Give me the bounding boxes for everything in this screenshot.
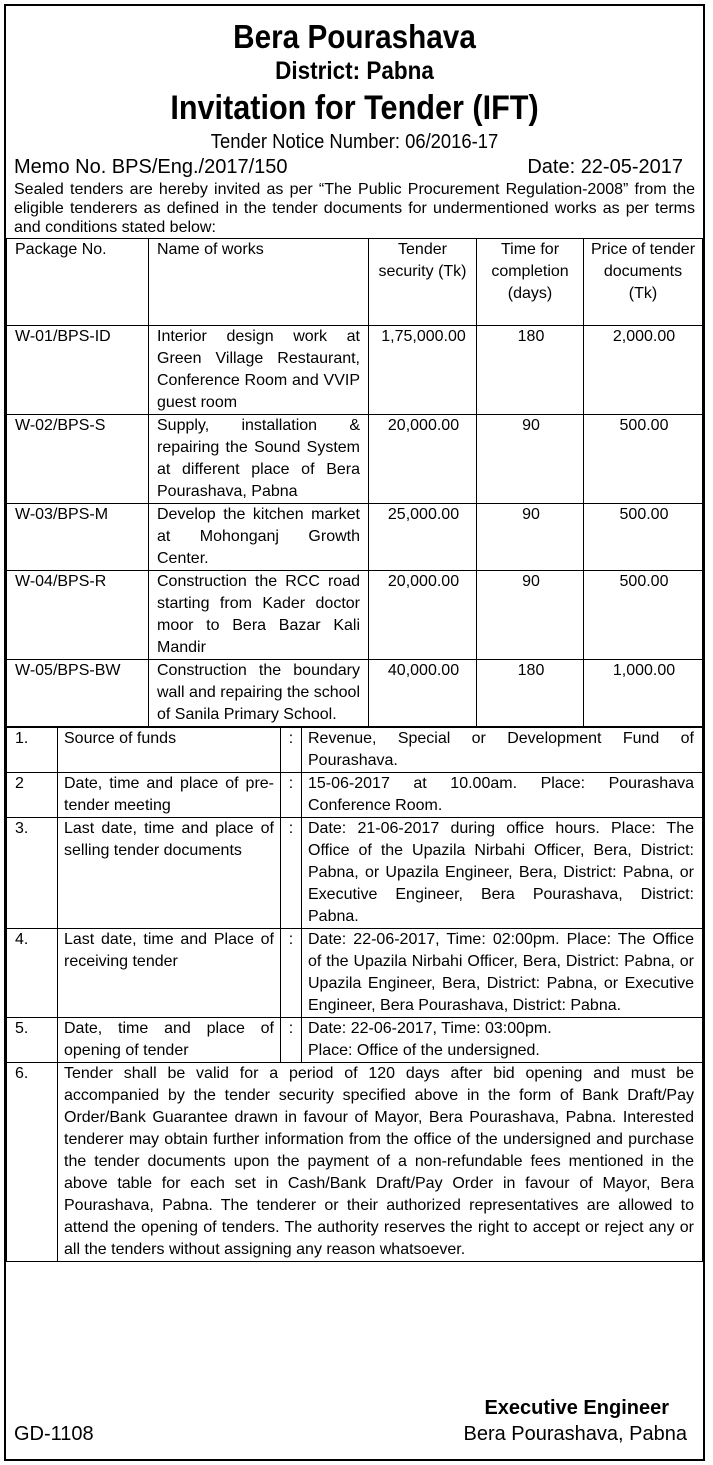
condition-text: Tender shall be valid for a period of 120 days after bid opening and must be accompanied by the tender security specified above in the form of Bank Draft/Pay Order/Bank Guarantee drawn in favour of Mayor, Bera Pourashava, Pabna. Interested tenderer may obtain further information from the office of the undersigned and purchase the tender documents upon the payment of a non-refundable fees mentioned in the above table for each set in Cash/Bank Draft/Pay Order in favour of Mayor, Bera Pourashava, Pabna. The tenderer or their authorized representatives are allowed to attend the opening of tenders. The authority reserves the right to accept or reject any or all the tenders without assigning any reason whatsoever. (58, 1063, 703, 1262)
condition-row (7, 818, 703, 929)
header-name-of-works: Name of works (149, 239, 369, 326)
condition-value: Date: 22-06-2017, Time: 02:00pm. Place: The Office of the Upazila Nirbahi Officer, Bera, District: Pabna, or Upazila Engineer, Bera, District: Pabna, or Executive Engineer, Bera Pourashava, District: Pabna. (302, 929, 703, 1018)
district-name: District: Pabna (275, 57, 434, 85)
intro-paragraph: Sealed tenders are hereby invited as per “The Public Procurement Regulation-2008” from the eligible tenderers as defined in the tender documents for undermentioned works as per terms and conditions stated below: (14, 181, 695, 236)
header-tender-security: Tender security (Tk) (369, 239, 477, 326)
condition-value: 15-06-2017 at 10.00am. Place: Pourashava Conference Room. (302, 773, 703, 818)
condition-number: 4. (7, 929, 58, 1018)
table-row (7, 415, 703, 504)
notice-title: Invitation for Tender (IFT) (170, 89, 539, 127)
completion-days: 90 (477, 415, 584, 504)
package-no: W-04/BPS-R (7, 571, 149, 660)
table-row (7, 504, 703, 571)
opening-date-time: Date: 22-06-2017, Time: 03:00pm. (308, 1020, 552, 1037)
condition-row (7, 1063, 703, 1262)
tender-security: 20,000.00 (369, 571, 477, 660)
signatory-organization: Bera Pourashava, Pabna (463, 1423, 687, 1445)
works-table (6, 238, 703, 727)
condition-value: Revenue, Special or Development Fund of Pourashava. (302, 728, 703, 773)
package-no: W-03/BPS-M (7, 504, 149, 571)
condition-row (7, 773, 703, 818)
opening-place: Place: Office of the undersigned. (308, 1042, 540, 1059)
tender-notice-page (4, 4, 705, 1461)
tender-security: 25,000.00 (369, 504, 477, 571)
condition-label: Last date, time and place of selling tender documents (58, 818, 281, 929)
package-no: W-02/BPS-S (7, 415, 149, 504)
work-name: Construction the RCC road starting from Kader doctor moor to Bera Bazar Kali Mandir (149, 571, 369, 660)
memo-date: Date: 22-05-2017 (527, 156, 683, 178)
condition-number: 6. (7, 1063, 58, 1262)
document-price: 2,000.00 (584, 326, 703, 415)
package-no: W-01/BPS-ID (7, 326, 149, 415)
table-row (7, 660, 703, 727)
condition-value: Date: 21-06-2017 during office hours. Place: The Office of the Upazila Nirbahi Officer, Bera, District: Pabna, or Upazila Engineer, Bera, District: Pabna, or Executive Engineer, Bera Pourashava, District: Pabna. (302, 818, 703, 929)
header-time-for-completion: Time for completion (days) (477, 239, 584, 326)
work-name: Supply, installation & repairing the Sound System at different place of Bera Pourashava, Pabna (149, 415, 369, 504)
tender-security: 1,75,000.00 (369, 326, 477, 415)
organization-name: Bera Pourashava (233, 18, 476, 55)
condition-colon: : (281, 1018, 302, 1063)
document-price: 1,000.00 (584, 660, 703, 727)
condition-row (7, 728, 703, 773)
condition-value (302, 1018, 703, 1063)
condition-colon: : (281, 728, 302, 773)
condition-label: Last date, time and Place of receiving tender (58, 929, 281, 1018)
condition-row (7, 1018, 703, 1063)
work-name: Develop the kitchen market at Mohonganj Growth Center. (149, 504, 369, 571)
condition-label: Date, time and place of opening of tender (58, 1018, 281, 1063)
notice-footer (6, 1379, 703, 1459)
gd-code: GD-1108 (14, 1423, 94, 1445)
tender-notice-number: Tender Notice Number: 06/2016-17 (210, 131, 499, 153)
condition-colon: : (281, 929, 302, 1018)
condition-row (7, 929, 703, 1018)
condition-number: 5. (7, 1018, 58, 1063)
conditions-table (6, 727, 703, 1262)
memo-number: Memo No. BPS/Eng./2017/150 (14, 156, 288, 178)
completion-days: 180 (477, 326, 584, 415)
table-row (7, 326, 703, 415)
header-package-no: Package No. (7, 239, 149, 326)
tender-security: 20,000.00 (369, 415, 477, 504)
completion-days: 180 (477, 660, 584, 727)
table-row (7, 571, 703, 660)
work-name: Construction the boundary wall and repairing the school of Sanila Primary School. (149, 660, 369, 727)
condition-colon: : (281, 773, 302, 818)
works-table-header (7, 239, 703, 326)
header-price-of-documents: Price of tender documents (Tk) (584, 239, 703, 326)
notice-header (6, 18, 703, 154)
work-name: Interior design work at Green Village Restaurant, Conference Room and VVIP guest room (149, 326, 369, 415)
document-price: 500.00 (584, 504, 703, 571)
condition-number: 2 (7, 773, 58, 818)
completion-days: 90 (477, 571, 584, 660)
signatory-title: Executive Engineer (484, 1397, 669, 1419)
document-price: 500.00 (584, 571, 703, 660)
completion-days: 90 (477, 504, 584, 571)
document-price: 500.00 (584, 415, 703, 504)
tender-security: 40,000.00 (369, 660, 477, 727)
condition-number: 1. (7, 728, 58, 773)
condition-label: Date, time and place of pre-tender meeting (58, 773, 281, 818)
condition-colon: : (281, 818, 302, 929)
condition-number: 3. (7, 818, 58, 929)
condition-label: Source of funds (58, 728, 281, 773)
package-no: W-05/BPS-BW (7, 660, 149, 727)
memo-row (6, 154, 703, 180)
